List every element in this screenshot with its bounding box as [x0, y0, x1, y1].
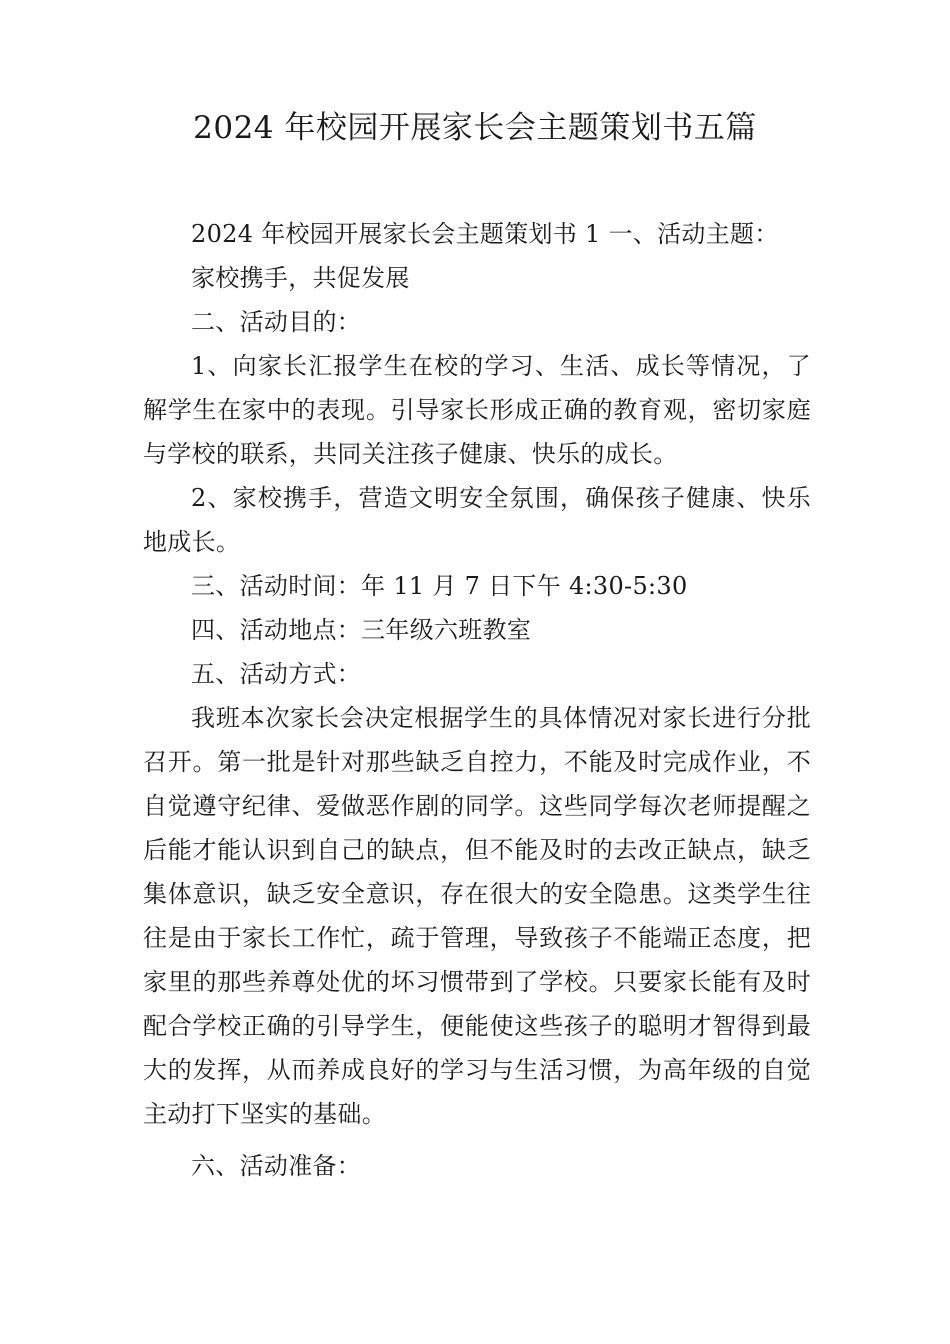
- paragraph-theme-text: 家校携手，共促发展: [191, 264, 410, 292]
- paragraph-purpose-1: 1、向家长汇报学生在校的学习、生活、成长等情况，了解学生在家中的表现。引导家长形成正确的教育观，密切家庭与学校的联系，共同关注孩子健康、快乐的成长。: [143, 352, 811, 468]
- paragraph-preparation-heading: 六、活动准备：: [191, 1152, 362, 1180]
- paragraph-purpose-heading: 二、活动目的：: [191, 308, 362, 336]
- paragraph-method-heading: 五、活动方式：: [191, 660, 362, 688]
- paragraph-location: 四、活动地点：三年级六班教室: [191, 616, 532, 644]
- document-body: [143, 212, 811, 1188]
- paragraph-method-text: 我班本次家长会决定根据学生的具体情况对家长进行分批召开。第一批是针对那些缺乏自控力，不能及时完成作业，不自觉遵守纪律、爱做恶作剧的同学。这些同学每次老师提醒之后能才能认识到自己的缺点，但不能及时的去改正缺点，缺乏集体意识，缺乏安全意识，存在很大的安全隐患。这类学生往往是由于家长工作忙，疏于管理，导致孩子不能端正态度，把家里的那些养尊处优的坏习惯带到了学校。只要家长能有及时配合学校正确的引导学生，便能使这些孩子的聪明才智得到最大的发挥，从而养成良好的学习与生活习惯，为高年级的自觉主动打下坚实的基础。: [143, 704, 811, 1128]
- document-title: 2024 年校园开展家长会主题策划书五篇: [193, 110, 757, 146]
- paragraph-plan-title-theme: 2024 年校园开展家长会主题策划书 1 一、活动主题：: [191, 220, 779, 248]
- paragraph-purpose-2: 2、家校携手，营造文明安全氛围，确保孩子健康、快乐地成长。: [143, 484, 811, 556]
- paragraph-time: 三、活动时间：年 11 月 7 日下午 4:30-5:30: [191, 572, 688, 600]
